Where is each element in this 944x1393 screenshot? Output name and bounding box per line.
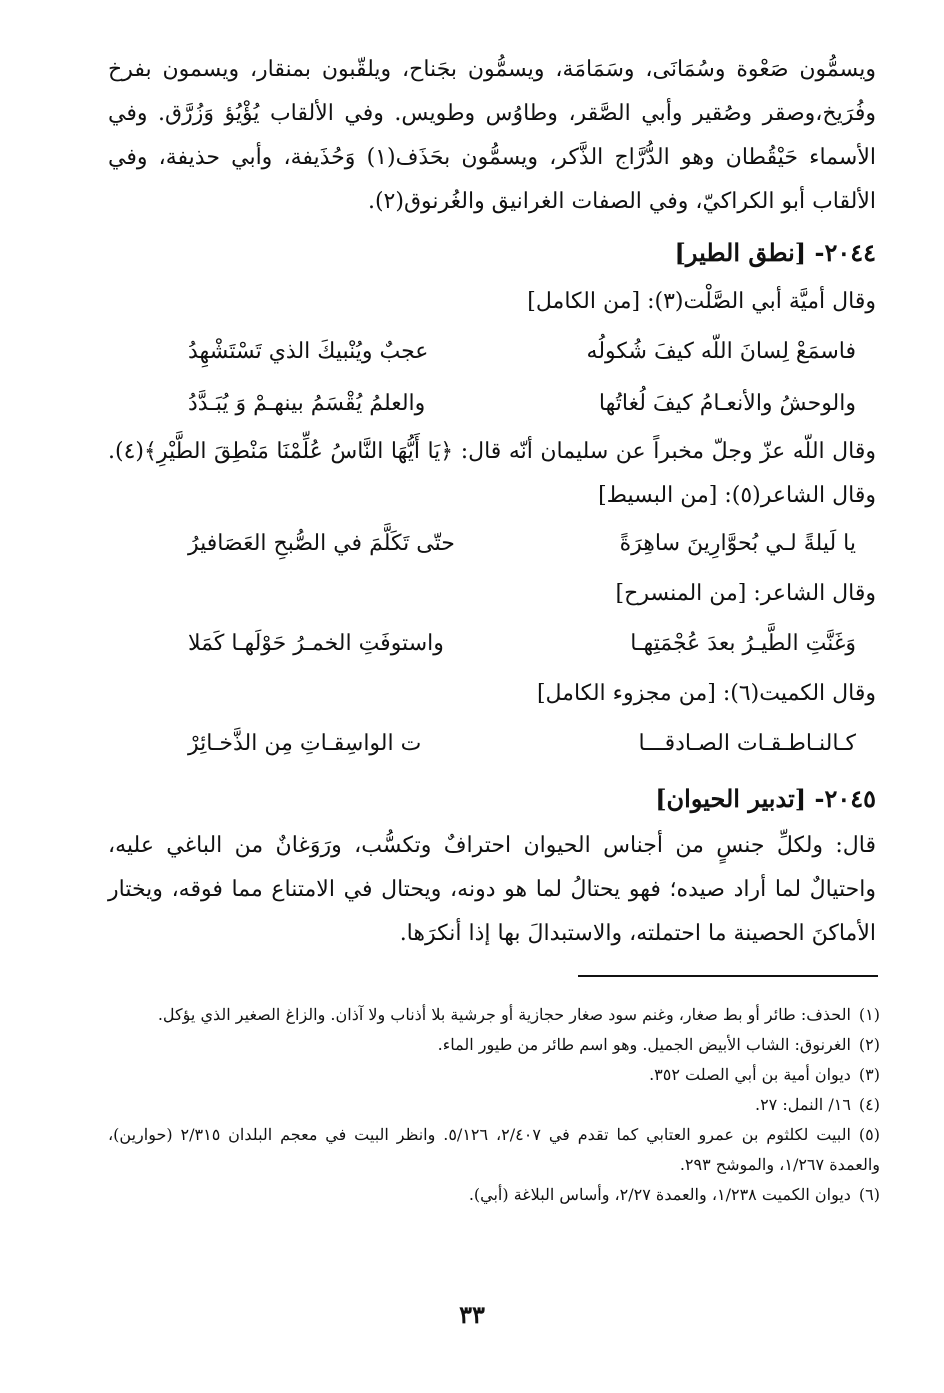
verse-3-second-hemistich: حتّى تَكَلَّمَ في الصُّبحِ العَصَافيرُ <box>188 531 455 556</box>
section-heading-2045: ٢٠٤٥- [تدبير الحيوان] <box>655 784 876 813</box>
verse-4-second-hemistich: واستوفَتِ الخمـرُ حَوْلَهـا كَمَلا <box>188 631 444 656</box>
footnote-number: (١) <box>858 1005 880 1024</box>
footnote-1 <box>108 1000 880 1030</box>
footnote-text: الحذف: طائر أو بط صغار، وغنم سود صغار حجازية أو جرشية بلا أذناب ولا آذان. والزاغ الصغير الذي يؤكل. <box>157 1005 851 1024</box>
verse-2 <box>108 378 876 430</box>
verse-2-first-hemistich: والوحشُ والأنعـامُ كيفَ لُغاتُها <box>598 391 856 416</box>
verse-4 <box>108 618 876 670</box>
verse-5-second-hemistich: ت الواسِقـاتِ مِن الذَّخـائِرْ <box>188 731 422 756</box>
opening-paragraph: ويسمُّون صَعْوة وسُمَانَى، وسَمَامَة، ويسمُّون بجَناح، ويلقّبون بمنقار، ويسمون بفرخ وفُرَيخ،وصقر وصُقير وأبي الصَّقر، وطاوُس وطويس. وفي الألقاب يُؤْيُؤ وَزُرَّق. وفي الأسماء حَيْقُطان وهو الدُّرَّاج الذَّكر، ويسمُّون بحَذَف(١) وَحُذَيفة، وأبي حذيفة، وفي الألقاب أبو الكراكيّ، وفي الصفات الغرانيق والغُرنوق(٢). <box>108 57 876 214</box>
footnote-text: ديوان أمية بن أبي الصلت ٣٥٢. <box>649 1065 851 1084</box>
verse-5-first-hemistich: كـالنـاطـقـات الصـادقـــا <box>638 731 856 756</box>
footnote-2 <box>108 1030 880 1060</box>
footnote-5 <box>108 1120 880 1180</box>
footnote-number: (٤) <box>858 1095 880 1114</box>
footnote-text: البيت لكلثوم بن عمرو العتابي كما تقدم في ٢/٤٠٧، ٥/١٢٦. وانظر البيت في معجم البلدان ٢/٣١٥ (حوارين)، والعمدة ١/٢٦٧، والموشح ٢٩٣. <box>108 1125 880 1174</box>
verse-4-first-hemistich: وَغَنَّتِ الطَّيـرُ بعدَ عُجْمَتِهـا <box>630 631 856 656</box>
footnote-text: ديوان الكميت ١/٢٣٨، والعمدة ٢/٢٧، وأساس البلاغة (أبي). <box>468 1185 851 1204</box>
quran-paragraph: وقال اللّه عزّ وجلّ مخبراً عن سليمان أنّه قال: ﴿يَا أَيُّهَا النَّاسُ عُلِّمْنَا مَنْطِقَ الطَّيْرِ﴾(٤). وقال الشاعر(٥): [من البسيط] <box>108 439 876 508</box>
section-2045-paragraph: قال: ولكلِّ جنسٍ من أجناس الحيوان احترافٌ وتكسُّب، ورَوَغانٌ من الباغي عليه، واحتيالٌ لما أراد صيده؛ فهو يحتالُ لما هو دونه، ويحتال في الامتناع مما فوقه، ويختار الأماكنَ الحصينة ما احتملته، والاستبدالَ بها إذا أنكرَها. <box>108 833 876 946</box>
intro-umayya: وقال أميَّة أبي الصَّلْت(٣): [من الكامل] <box>527 289 876 314</box>
footnote-text: ١٦/ النمل: ٢٧. <box>754 1095 851 1114</box>
footnote-6 <box>108 1180 880 1210</box>
footnote-number: (٦) <box>858 1185 880 1204</box>
page-body <box>108 48 876 956</box>
footnotes <box>108 1000 880 1210</box>
verse-5 <box>108 718 876 770</box>
footnote-separator <box>578 975 878 977</box>
verse-1-second-hemistich: عجبٌ ويُنْبيكَ الذي تَسْتَشْهِدُ <box>188 339 429 364</box>
intro-poet: وقال الشاعر: [من المنسرح] <box>615 581 876 606</box>
page-number: ٣٣ <box>459 1300 485 1329</box>
footnote-number: (٣) <box>858 1065 880 1084</box>
verse-3 <box>108 518 876 570</box>
section-heading-2044: ٢٠٤٤- [نطق الطير] <box>674 238 876 267</box>
verse-1-first-hemistich: فاسمَعْ لِسانَ اللّه كيفَ شُكولُه <box>586 339 856 364</box>
verse-2-second-hemistich: والعلمُ يُقْسَمُ بينهـمْ وَ يُبَـدَّدُ <box>188 391 426 416</box>
footnote-3 <box>108 1060 880 1090</box>
footnote-4 <box>108 1090 880 1120</box>
verse-3-first-hemistich: يا لَيلةً لـي بُحوَّارِينَ ساهِرَةً <box>619 531 856 556</box>
footnote-number: (٢) <box>858 1035 880 1054</box>
verse-1 <box>108 326 876 378</box>
footnote-text: الغرنوق: الشاب الأبيض الجميل. وهو اسم طائر من طيور الماء. <box>437 1035 851 1054</box>
footnote-number: (٥) <box>858 1125 881 1144</box>
intro-kumayt: وقال الكميت(٦): [من مجزوء الكامل] <box>536 681 876 706</box>
